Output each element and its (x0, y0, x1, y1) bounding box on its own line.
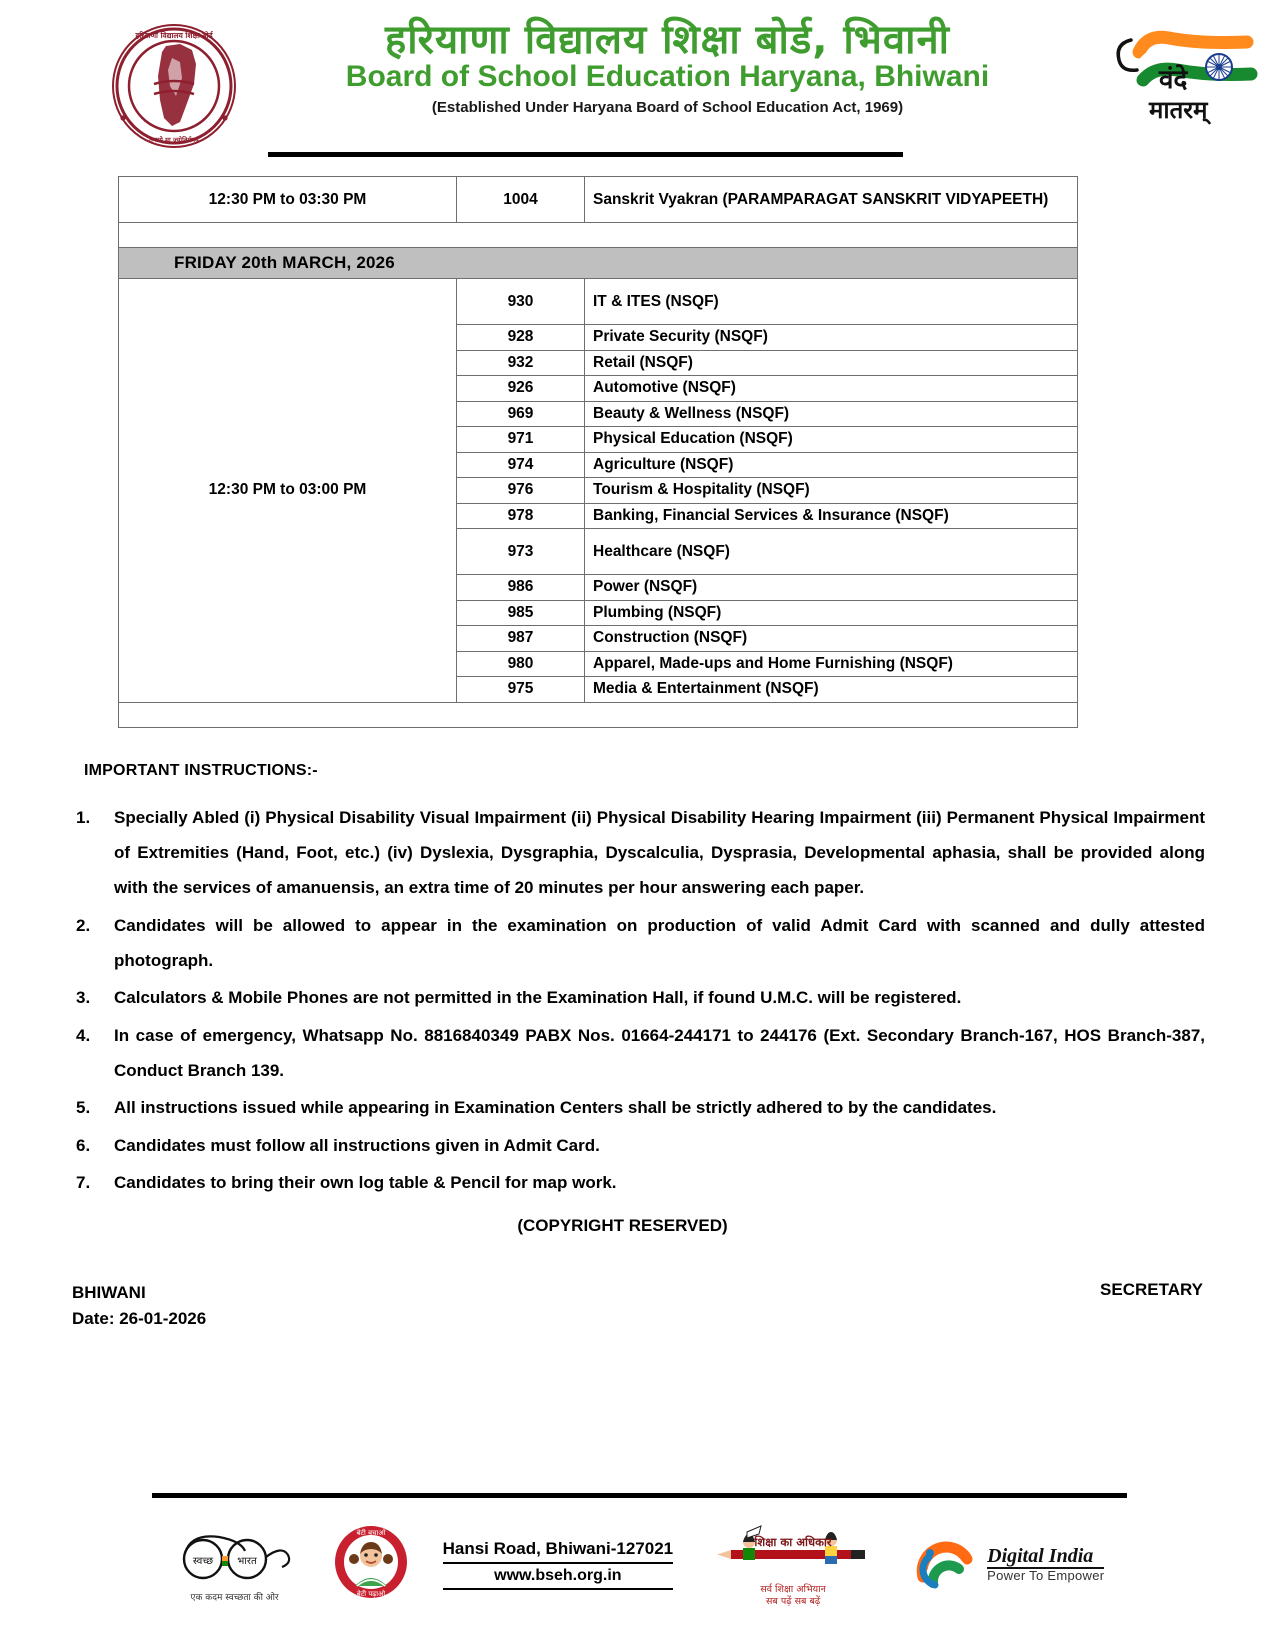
footer-divider (152, 1493, 1127, 1498)
document-footer (0, 1493, 1275, 1608)
footer-address-line: Hansi Road, Bhiwani-127021 (443, 1538, 674, 1564)
digital-india-name: Digital India (987, 1546, 1104, 1569)
swachh-bharat-spectacles-icon (171, 1525, 299, 1588)
list-item: Candidates to bring their own log table & Pencil for map work. (114, 1173, 617, 1193)
subject-code: 971 (457, 427, 585, 453)
subject-name: Physical Education (NSQF) (585, 427, 1078, 453)
day-header-label: FRIDAY 20th MARCH, 2026 (119, 248, 1078, 279)
list-item: Calculators & Mobile Phones are not permitted in the Examination Hall, if found U.M.C. will be registered. (114, 988, 962, 1008)
schedule-table-container (0, 176, 1275, 728)
subject-code: 969 (457, 401, 585, 427)
document-header (0, 0, 1275, 150)
sarva-shiksha-abhiyan-logo (707, 1520, 879, 1608)
signature-row (72, 1280, 1203, 1331)
footer-logo-strip (0, 1520, 1275, 1608)
subject-name: Media & Entertainment (NSQF) (585, 677, 1078, 703)
table-row (119, 279, 1078, 325)
list-item: Specially Abled (i) Physical Disability Visual Impairment (ii) Physical Disability Hearing Impairment (iii) Permanent Physical Impairment of Extremities (Hand, Foot, etc.) (iv) Dyslexia, Dysgraphia, Dyscalculia, Dysprasia, Developmental aphasia, shall be provided along with the services of amanuensis, an extra time of 20 minutes per hour answering each paper. (114, 807, 1205, 898)
subject-code: 980 (457, 651, 585, 677)
subject-name: Plumbing (NSQF) (585, 600, 1078, 626)
subject-code: 926 (457, 376, 585, 402)
svg-text:वंदे: वंदे (1159, 65, 1188, 95)
svg-text:शिक्षा का अधिकार: शिक्षा का अधिकार (754, 1535, 832, 1550)
board-name-english: Board of School Education Haryana, Bhiwani (345, 60, 990, 93)
schedule-table-body (119, 177, 1078, 728)
subject-name: IT & ITES (NSQF) (585, 279, 1078, 325)
table-spacer-row (119, 702, 1078, 727)
subject-name: Healthcare (NSQF) (585, 529, 1078, 575)
subject-name: Automotive (NSQF) (585, 376, 1078, 402)
exam-time: 12:30 PM to 03:30 PM (119, 177, 457, 223)
list-item: Candidates must follow all instructions given in Admit Card. (114, 1135, 600, 1155)
subject-code: 975 (457, 677, 585, 703)
subject-name: Private Security (NSQF) (585, 325, 1078, 351)
svg-text:बेटी बचाओ: बेटी बचाओ (356, 1528, 386, 1537)
subject-name: Apparel, Made-ups and Home Furnishing (NSQF) (585, 651, 1078, 677)
subject-code: 987 (457, 626, 585, 652)
subject-code: 985 (457, 600, 585, 626)
digital-india-logo-icon (913, 1533, 977, 1596)
subject-code: 976 (457, 478, 585, 504)
day-header-row (119, 248, 1078, 279)
exam-schedule-table (118, 176, 1078, 728)
svg-text:तमसो मा ज्योतिर्गमय: तमसो मा ज्योतिर्गमय (149, 136, 199, 144)
svg-text:बेटी पढ़ाओ: बेटी पढ़ाओ (356, 1589, 385, 1598)
signature-date: Date: 26-01-2026 (72, 1308, 207, 1328)
signature-left (72, 1280, 206, 1331)
subject-name: Agriculture (NSQF) (585, 452, 1078, 478)
table-row (119, 177, 1078, 223)
sarva-shiksha-line1: सर्व शिक्षा अभियान (760, 1584, 826, 1596)
table-spacer-row (119, 223, 1078, 248)
instructions-heading: IMPORTANT INSTRUCTIONS:- (84, 761, 318, 779)
board-establishment-note: (Established Under Haryana Board of School Education Act, 1969) (431, 98, 904, 116)
svg-text:स्वच्छ: स्वच्छ (192, 1556, 213, 1568)
subject-code: 928 (457, 325, 585, 351)
swachh-bharat-logo (171, 1525, 299, 1603)
signature-place: BHIWANI (72, 1283, 146, 1303)
digital-india-logo (913, 1533, 1104, 1596)
board-name-hindi: हरियाणा विद्यालय शिक्षा बोर्ड, भिवानी (384, 17, 951, 63)
sarva-shiksha-caption (760, 1584, 826, 1608)
beti-bachao-logo (333, 1524, 409, 1605)
sarva-shiksha-abhiyan-icon (707, 1520, 879, 1583)
svg-text:भारत: भारत (236, 1556, 257, 1568)
subject-code: 978 (457, 503, 585, 529)
subject-name: Banking, Financial Services & Insurance (NSQF) (585, 503, 1078, 529)
digital-india-tagline: Power To Empower (987, 1567, 1105, 1583)
subject-code: 930 (457, 279, 585, 325)
exam-time: 12:30 PM to 03:00 PM (119, 279, 457, 703)
subject-code: 974 (457, 452, 585, 478)
header-divider (268, 152, 903, 157)
header-titles (238, 18, 1101, 116)
list-item: In case of emergency, Whatsapp No. 8816840349 PABX Nos. 01664-244171 to 244176 (Ext. Secondary Branch-167, HOS Branch-387, Conduct Branch 139. (114, 1025, 1205, 1081)
subject-name: Retail (NSQF) (585, 350, 1078, 376)
subject-name: Tourism & Hospitality (NSQF) (585, 478, 1078, 504)
signature-designation: SECRETARY (1100, 1280, 1203, 1300)
subject-name: Construction (NSQF) (585, 626, 1078, 652)
subject-code: 986 (457, 575, 585, 601)
footer-website[interactable]: www.bseh.org.in (443, 1564, 674, 1591)
digital-india-wordmark (987, 1546, 1104, 1583)
subject-name: Beauty & Wellness (NSQF) (585, 401, 1078, 427)
swachh-bharat-caption: एक कदम स्वच्छता की ओर (190, 1593, 279, 1604)
subject-name: Sanskrit Vyakran (PARAMPARAGAT SANSKRIT VIDYAPEETH) (585, 177, 1078, 223)
subject-name: Power (NSQF) (585, 575, 1078, 601)
vande-mataram-flag-icon (1101, 18, 1261, 138)
copyright-note: (COPYRIGHT RESERVED) (517, 1216, 728, 1236)
beti-bachao-beti-padhao-icon (333, 1524, 409, 1605)
svg-text:हरियाणा विद्यालय शिक्षा बोर्ड: हरियाणा विद्यालय शिक्षा बोर्ड (135, 31, 213, 40)
board-crest-icon (110, 22, 238, 150)
subject-code: 932 (457, 350, 585, 376)
subject-code: 1004 (457, 177, 585, 223)
instructions-list (70, 800, 1205, 1201)
list-item: All instructions issued while appearing in Examination Centers shall be strictly adhered to by the candidates. (114, 1098, 997, 1118)
sarva-shiksha-line2: सब पढ़ें सब बढ़ें (765, 1596, 821, 1608)
list-item: Candidates will be allowed to appear in the examination on production of valid Admit Card with scanned and dully attested photograph. (114, 915, 1205, 970)
footer-address (443, 1538, 674, 1591)
subject-code: 973 (457, 529, 585, 575)
svg-text:मातरम्: मातरम् (1149, 96, 1208, 124)
